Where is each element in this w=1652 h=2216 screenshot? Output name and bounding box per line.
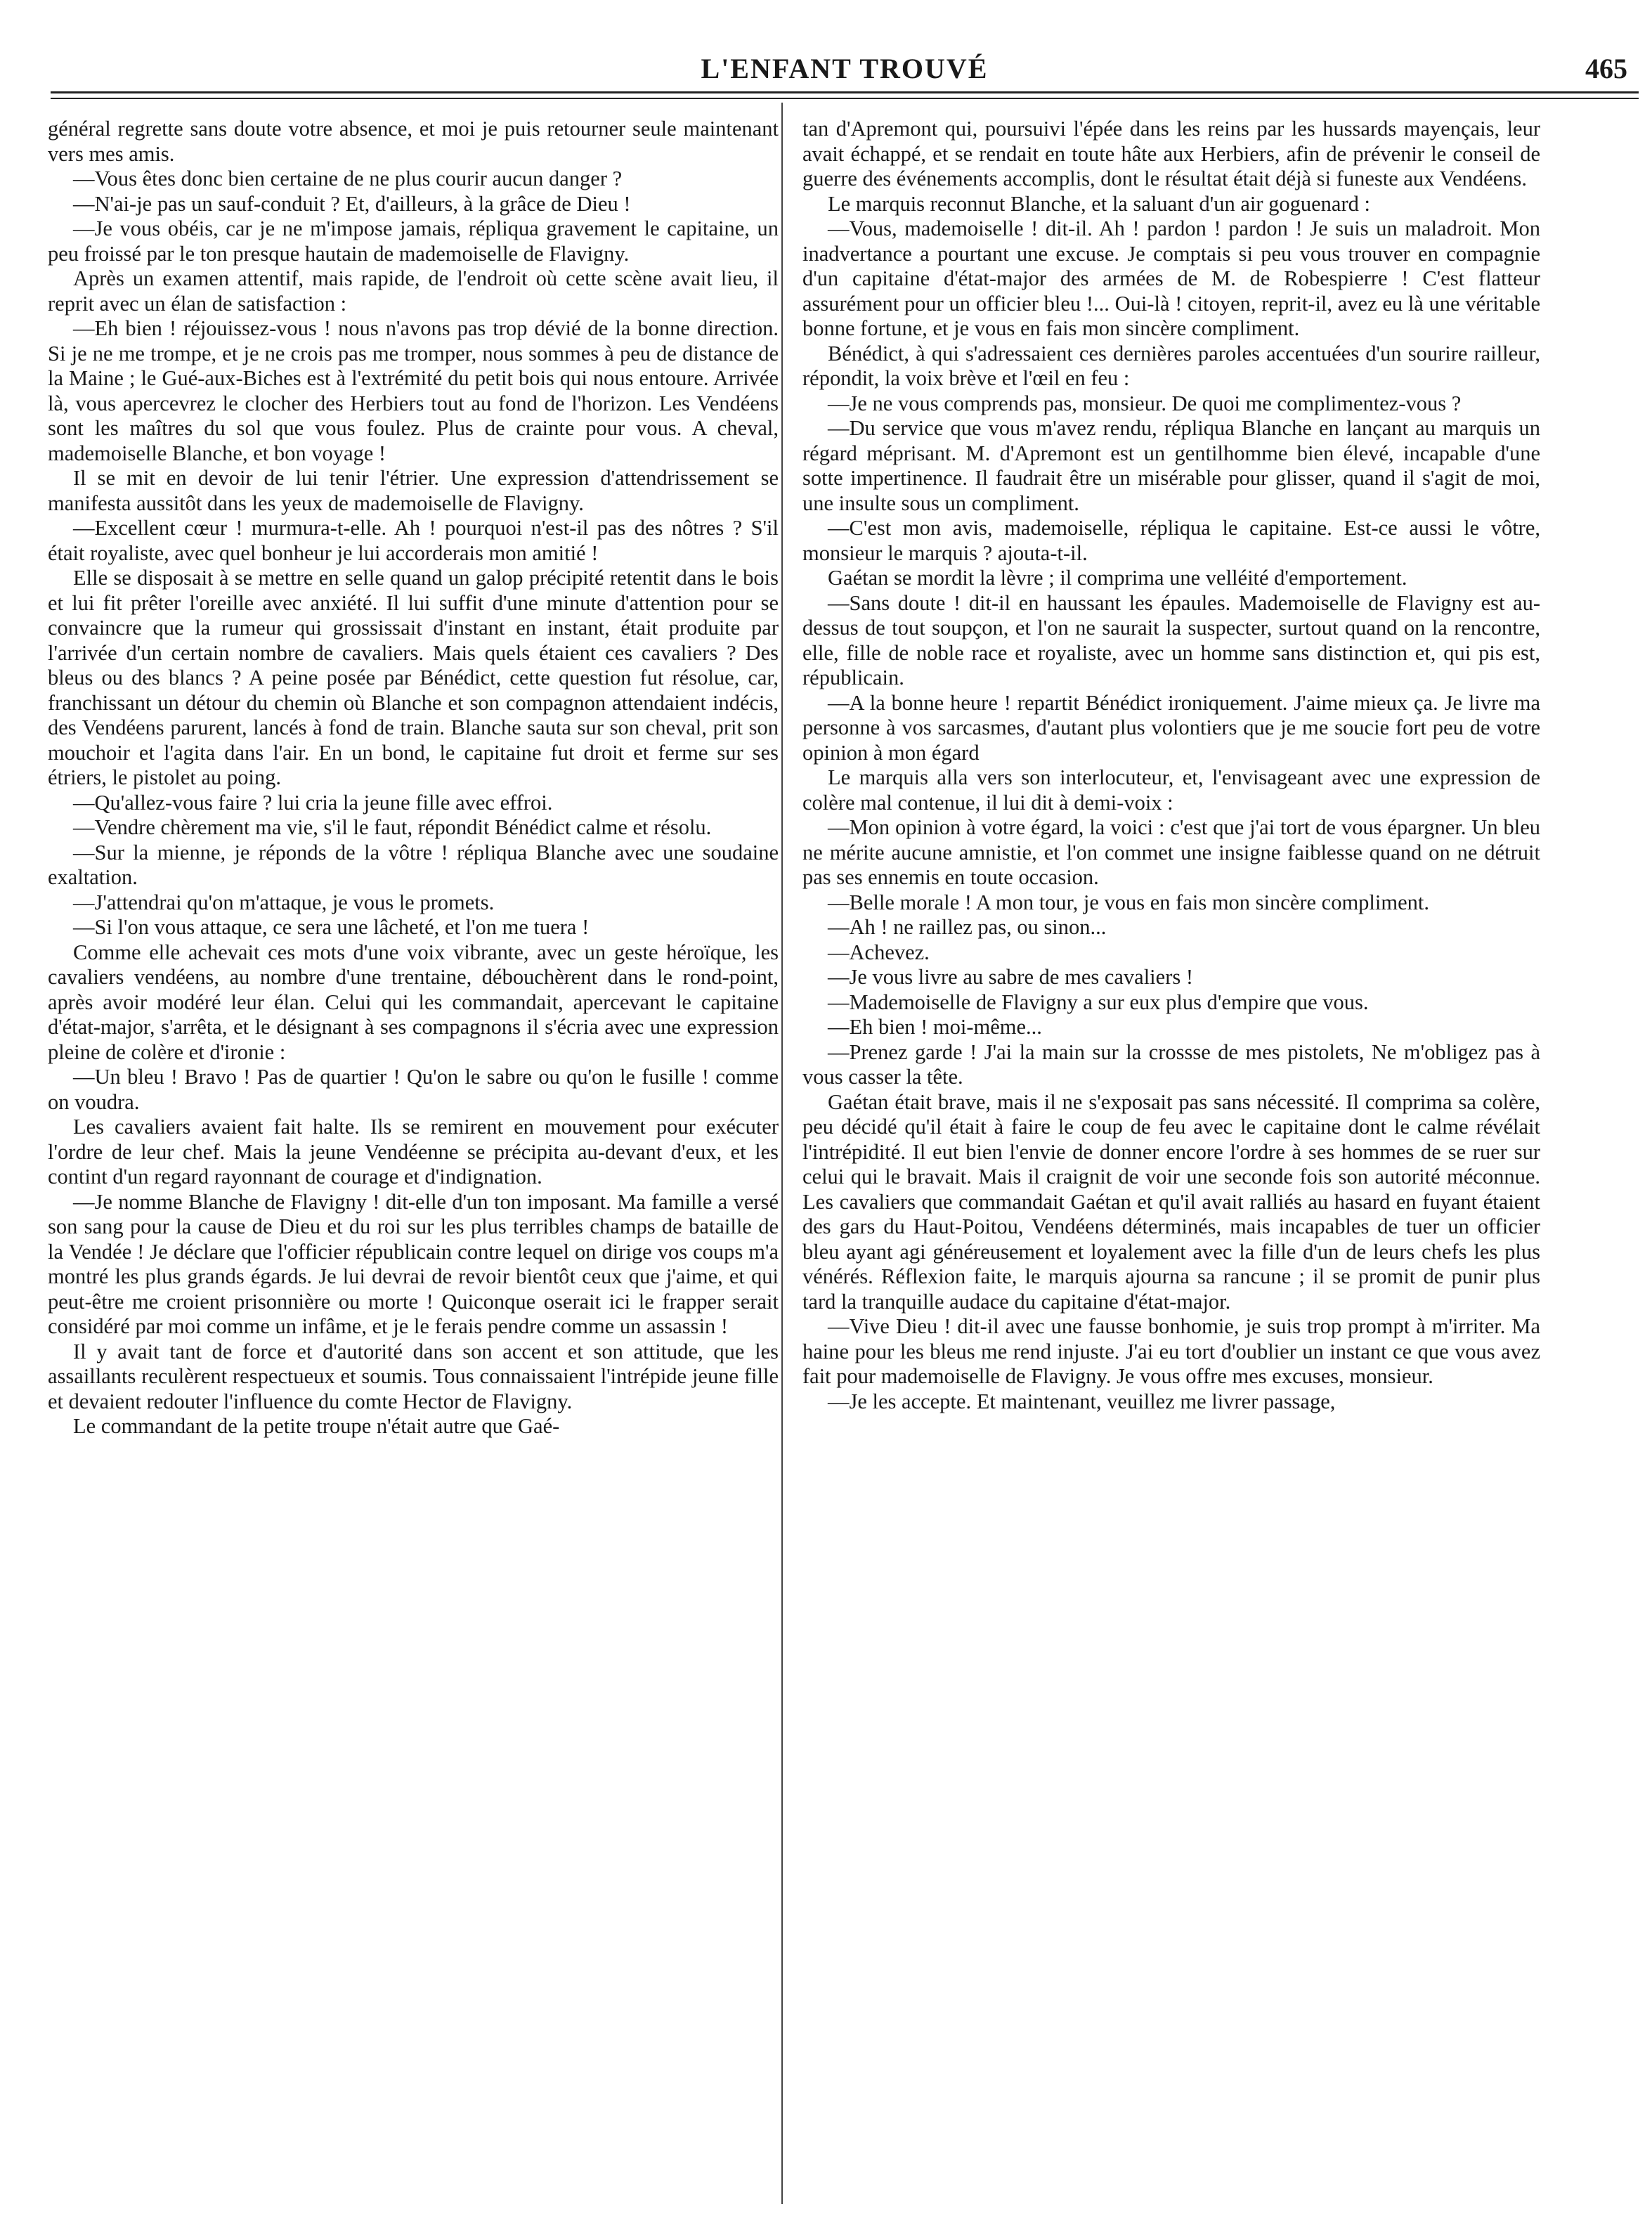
paragraph: —Vous êtes donc bien certaine de ne plus courir aucun danger ?	[73, 167, 623, 190]
paragraph: —Je vous obéis, car je ne m'impose jamais, répliqua gravement le capitaine, un peu froissé par le ton presque hautain de mademoiselle de Flavigny.	[48, 216, 779, 266]
paragraph: Elle se disposait à se mettre en selle quand un galop précipité retentit dans le bois et lui fit prêter l'oreille avec anxiété. Il lui suffit d'une minute d'attention pour se convaincre que la rumeur qui grossissait d'instant en instant, était produite par l'arrivée d'un certain nombre de cavaliers. Mais quels étaient ces cavaliers ? Des bleus ou des blancs ? A peine posée par Bénédict, cette question fut résolue, car, franchissant un détour du chemin où Blanche et son compagnon attendaient indécis, des Vendéens parurent, lancés à fond de train. Blanche sauta sur son cheval, prit son mouchoir et l'agita dans l'air. En un bond, le capitaine fut droit et ferme sur ses étriers, le pistolet au poing.	[48, 566, 779, 789]
paragraph: —Je ne vous comprends pas, monsieur. De quoi me complimentez-vous ?	[828, 391, 1462, 415]
paragraph: Le marquis alla vers son interlocuteur, et, l'envisageant avec une expression de colère mal contenue, il lui dit à demi-voix :	[802, 765, 1540, 815]
paragraph: —Ah ! ne raillez pas, ou sinon...	[828, 915, 1107, 939]
paragraph: Les cavaliers avaient fait halte. Ils se remirent en mouvement pour exécuter l'ordre de leur chef. Mais la jeune Vendéenne se précipita au-devant d'eux, et les contint d'un regard rayonnant de courage et d'indignation.	[48, 1115, 779, 1188]
paragraph: —Sans doute ! dit-il en haussant les épaules. Mademoiselle de Flavigny est au-dessus de tout soupçon, et l'on ne saurait la suspecter, surtout quand on la rencontre, elle, fille de noble race et royaliste, avec un homme sans distinction et, qui pis est, républicain.	[802, 590, 1540, 689]
paragraph: Le commandant de la petite troupe n'était autre que Gaé-	[73, 1414, 560, 1438]
page-number: 465	[1585, 53, 1627, 84]
paragraph: —Eh bien ! réjouissez-vous ! nous n'avons pas trop dévié de la bonne direction. Si je ne me trompe, et je ne crois pas me tromper, nous sommes à peu de distance de la Maine ; le Gué-aux-Biches est à l'extrémité du petit bois qui nous entoure. Arrivée là, vous apercevrez le clocher des Herbiers tout au fond de l'horizon. Les Vendéens sont les maîtres du sol que vous foulez. Plus de crainte pour vous. A cheval, mademoiselle Blanche, et bon voyage !	[48, 316, 779, 465]
page-header	[51, 52, 1639, 93]
paragraph: général regrette sans doute votre absence, et moi je puis retourner seule maintenant vers mes amis.	[48, 117, 779, 166]
paragraph: —J'attendrai qu'on m'attaque, je vous le promets.	[73, 890, 495, 914]
left-column	[48, 117, 779, 1439]
paragraph: —Vive Dieu ! dit-il avec une fausse bonhomie, je suis trop prompt à m'irriter. Ma haine pour les bleus me rend injuste. J'ai eu tort d'oublier un instant ce que vous avez fait pour mademoiselle de Flavigny. Je vous offre mes excuses, monsieur.	[802, 1314, 1540, 1388]
paragraph: —Du service que vous m'avez rendu, répliqua Blanche en lançant au marquis un régard méprisant. M. d'Apremont est un gentilhomme bien élevé, incapable d'une sotte impertinence. Il faudrait être un misérable pour glisser, quand il s'agit de moi, une insulte sous un compliment.	[802, 416, 1540, 515]
header-rule-thin	[51, 98, 1639, 99]
paragraph: Il y avait tant de force et d'autorité dans son accent et son attitude, que les assaillants reculèrent respectueux et soumis. Tous connaissaient l'intrépide jeune fille et devaient redouter l'influence du comte Hector de Flavigny.	[48, 1339, 779, 1413]
paragraph: —A la bonne heure ! repartit Bénédict ironiquement. J'aime mieux ça. Je livre ma personne à vos sarcasmes, d'autant plus volontiers que je me soucie fort peu de votre opinion à mon égard	[802, 690, 1540, 765]
paragraph: —Un bleu ! Bravo ! Pas de quartier ! Qu'on le sabre ou qu'on le fusille ! comme on voudra.	[48, 1065, 779, 1114]
column-divider	[781, 103, 783, 2204]
paragraph: —C'est mon avis, mademoiselle, répliqua le capitaine. Est-ce aussi le vôtre, monsieur le marquis ? ajouta-t-il.	[802, 516, 1540, 565]
paragraph: Après un examen attentif, mais rapide, de l'endroit où cette scène avait lieu, il reprit avec un élan de satisfaction :	[48, 266, 779, 316]
paragraph: —Si l'on vous attaque, ce sera une lâcheté, et l'on me tuera !	[73, 915, 590, 939]
paragraph: —Vous, mademoiselle ! dit-il. Ah ! pardon ! pardon ! Je suis un maladroit. Mon inadvertance a pourtant une excuse. Je comptais si peu vous trouver en compagnie d'un capitaine d'état-major des armées de M. de Robespierre ! C'est flatteur assurément pour un officier bleu !... Oui-là ! citoyen, reprit-il, avez eu là une véritable bonne fortune, et je vous en fais mon sincère compliment.	[802, 216, 1540, 340]
paragraph: Bénédict, à qui s'adressaient ces dernières paroles accentuées d'un sourire railleur, répondit, la voix brève et l'œil en feu :	[802, 341, 1540, 390]
paragraph: Gaétan était brave, mais il ne s'exposait pas sans nécessité. Il comprima sa colère, peu décidé qu'il était à faire le coup de feu avec le capitaine dont le calme révélait l'intrépidité. Il eut bien l'envie de donner encore l'ordre à ses hommes de se ruer sur celui qui le bravait. Mais il craignit de voir une seconde fois son autorité méconnue. Les cavaliers que commandait Gaétan et qu'il avait ralliés au hasard en fuyant étaient des gars du Haut-Poitou, Vendéens déterminés, mais incapables de tuer un officier bleu ayant agi généreusement et loyalement avec la fille d'un de leurs chefs les plus vénérés. Réflexion faite, le marquis ajourna sa rancune ; il se promit de punir plus tard la tranquille audace du capitaine d'état-major.	[802, 1089, 1540, 1314]
paragraph: —Qu'allez-vous faire ? lui cria la jeune fille avec effroi.	[73, 790, 553, 815]
paragraph: —Mon opinion à votre égard, la voici : c'est que j'ai tort de vous épargner. Un bleu ne mérite aucune amnistie, et l'on commet une insigne faiblesse quand on ne détruit pas ses ennemis en toute occasion.	[802, 815, 1540, 889]
paragraph: Il se mit en devoir de lui tenir l'étrier. Une expression d'attendrissement se manifesta aussitôt dans les yeux de mademoiselle de Flavigny.	[48, 466, 779, 515]
right-column	[802, 117, 1540, 1414]
paragraph: —Vendre chèrement ma vie, s'il le faut, répondit Bénédict calme et résolu.	[73, 815, 712, 839]
paragraph: —Achevez.	[828, 940, 930, 964]
paragraph: —Belle morale ! A mon tour, je vous en fais mon sincère compliment.	[828, 890, 1429, 914]
paragraph: Le marquis reconnut Blanche, et la saluant d'un air goguenard :	[828, 191, 1370, 216]
paragraph: —Prenez garde ! J'ai la main sur la crossse de mes pistolets, Ne m'obligez pas à vous casser la tête.	[802, 1039, 1540, 1089]
paragraph: Gaétan se mordit la lèvre ; il comprima une velléité d'emportement.	[828, 566, 1407, 590]
paragraph: —Je nomme Blanche de Flavigny ! dit-elle d'un ton imposant. Ma famille a versé son sang pour la cause de Dieu et du roi sur les plus terribles champs de bataille de la Vendée ! Je déclare que l'officier républicain contre lequel on dirige vos coups m'a montré les plus grands égards. Je lui devrai de revoir bientôt ceux que j'aime, et qui peut-être me croient prisonnière ou morte ! Quiconque oserait ici le frapper serait considéré par moi comme un infâme, et je le ferais pendre comme un assassin !	[48, 1189, 779, 1338]
running-title: L'ENFANT TROUVÉ	[701, 53, 989, 84]
paragraph: —Je vous livre au sabre de mes cavaliers !	[828, 965, 1194, 989]
paragraph: —Sur la mienne, je réponds de la vôtre ! répliqua Blanche avec une soudaine exaltation.	[48, 840, 779, 889]
paragraph: —Je les accepte. Et maintenant, veuillez me livrer passage,	[828, 1389, 1336, 1413]
paragraph: —Eh bien ! moi-même...	[828, 1015, 1042, 1039]
paragraph: —Excellent cœur ! murmura-t-elle. Ah ! pourquoi n'est-il pas des nôtres ? S'il était royaliste, avec quel bonheur je lui accorderais mon amitié !	[48, 516, 779, 565]
paragraph: tan d'Apremont qui, poursuivi l'épée dans les reins par les hussards mayençais, leur avait échappé, et se rendait en toute hâte aux Herbiers, afin de prévenir le conseil de guerre des événements accomplis, dont le résultat était déjà si funeste aux Vendéens.	[802, 117, 1540, 190]
paragraph: —Mademoiselle de Flavigny a sur eux plus d'empire que vous.	[828, 990, 1369, 1014]
header-rule-thick	[51, 91, 1639, 93]
paragraph: Comme elle achevait ces mots d'une voix vibrante, avec un geste héroïque, les cavaliers vendéens, au nombre d'une trentaine, débouchèrent dans le rond-point, après avoir modéré leur élan. Celui qui les commandait, apercevant le capitaine d'état-major, s'arrêta, et le désignant à ses compagnons il s'écria avec une expression pleine de colère et d'ironie :	[48, 940, 779, 1064]
paragraph: —N'ai-je pas un sauf-conduit ? Et, d'ailleurs, à la grâce de Dieu !	[73, 191, 631, 216]
